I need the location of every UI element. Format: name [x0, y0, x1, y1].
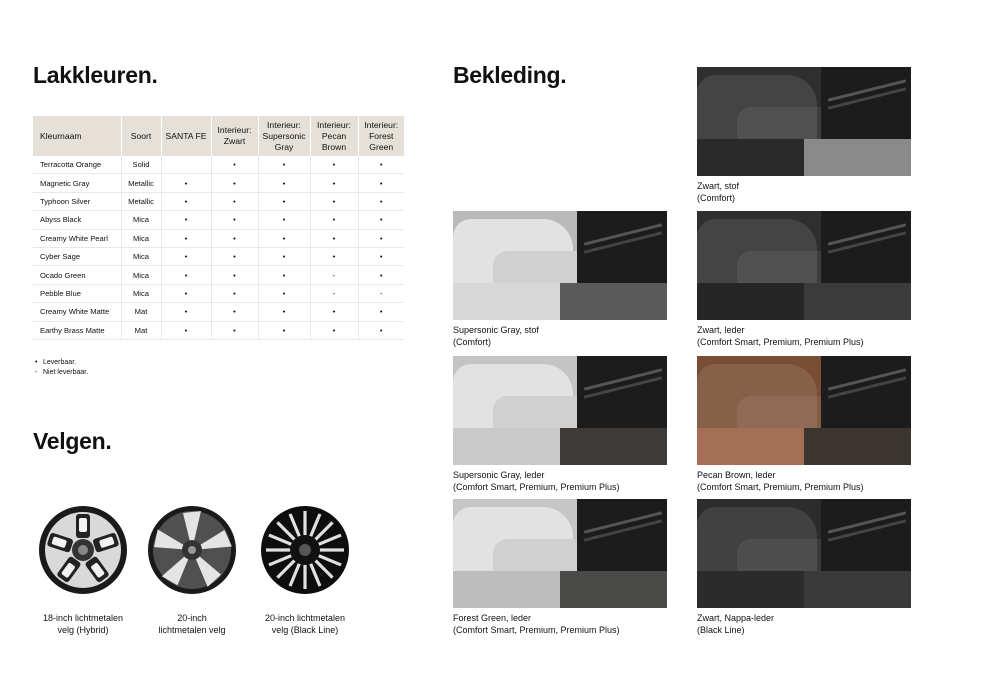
- color-name-cell: Creamy White Pearl: [33, 229, 121, 247]
- availability-cell: •: [161, 266, 211, 284]
- finish-type-cell: Mat: [121, 321, 161, 339]
- availability-cell: [161, 156, 211, 174]
- availability-cell: •: [358, 229, 404, 247]
- availability-cell: -: [358, 284, 404, 302]
- wheels-title: Velgen.: [33, 428, 112, 454]
- dashboard-shape: [577, 211, 667, 283]
- availability-cell: •: [358, 321, 404, 339]
- material-swatch: [697, 571, 804, 608]
- availability-cell: •: [258, 229, 310, 247]
- upholstery-pecan-brown-leder: [697, 356, 911, 493]
- table-header-row: [33, 116, 404, 156]
- material-swatch: [697, 139, 804, 176]
- material-swatches: [697, 571, 911, 608]
- table-row: [33, 156, 404, 174]
- availability-cell: •: [161, 174, 211, 192]
- material-swatch: [697, 428, 804, 465]
- color-name-cell: Earthy Brass Matte: [33, 321, 121, 339]
- availability-cell: •: [358, 174, 404, 192]
- upholstery-caption: Supersonic Gray, leder (Comfort Smart, Premium, Premium Plus): [453, 470, 620, 492]
- legend-symbol: -: [35, 368, 38, 376]
- material-swatch: [560, 571, 667, 608]
- interior-photo: [453, 356, 667, 428]
- table-row: [33, 303, 404, 321]
- material-swatch: [560, 283, 667, 320]
- table-row: [33, 174, 404, 192]
- dashboard-shape: [577, 356, 667, 428]
- availability-cell: •: [258, 266, 310, 284]
- upholstery-caption: Forest Green, leder (Comfort Smart, Premium, Premium Plus): [453, 613, 620, 635]
- availability-cell: -: [310, 284, 358, 302]
- table-row: [33, 247, 404, 265]
- table-row: [33, 192, 404, 210]
- color-name-cell: Typhoon Silver: [33, 192, 121, 210]
- upholstery-forest-green-leder: [453, 499, 667, 636]
- dashboard-shape: [821, 67, 911, 139]
- interior-photo: [697, 211, 911, 283]
- color-name-cell: Abyss Black: [33, 211, 121, 229]
- finish-type-cell: Mat: [121, 303, 161, 321]
- finish-type-cell: Mica: [121, 266, 161, 284]
- table-row: [33, 229, 404, 247]
- availability-cell: •: [258, 247, 310, 265]
- legend-text: Niet leverbaar.: [43, 368, 89, 376]
- availability-cell: •: [358, 192, 404, 210]
- header-interieur-supersonic-gray: Interieur: Supersonic Gray: [258, 116, 310, 156]
- color-name-cell: Ocado Green: [33, 266, 121, 284]
- availability-cell: •: [161, 247, 211, 265]
- dashboard-shape: [821, 211, 911, 283]
- material-swatches: [453, 428, 667, 465]
- table-row: [33, 211, 404, 229]
- availability-cell: •: [211, 174, 258, 192]
- availability-cell: •: [358, 303, 404, 321]
- availability-cell: •: [358, 266, 404, 284]
- legend-item: [35, 358, 88, 368]
- availability-cell: -: [310, 266, 358, 284]
- table-row: [33, 284, 404, 302]
- material-swatch: [453, 428, 560, 465]
- header-interieur-zwart: Interieur: Zwart: [211, 116, 258, 156]
- material-swatch: [804, 571, 911, 608]
- availability-cell: •: [211, 284, 258, 302]
- availability-cell: •: [211, 192, 258, 210]
- availability-cell: •: [310, 247, 358, 265]
- finish-type-cell: Mica: [121, 211, 161, 229]
- color-name-cell: Cyber Sage: [33, 247, 121, 265]
- finish-type-cell: Metallic: [121, 174, 161, 192]
- availability-cell: •: [358, 211, 404, 229]
- availability-cell: •: [358, 156, 404, 174]
- material-swatch: [453, 283, 560, 320]
- material-swatch: [804, 428, 911, 465]
- availability-cell: •: [310, 321, 358, 339]
- upholstery-title: Bekleding.: [453, 62, 567, 88]
- availability-cell: •: [310, 211, 358, 229]
- upholstery-zwart-nappa-leder: [697, 499, 911, 636]
- availability-cell: •: [211, 211, 258, 229]
- finish-type-cell: Solid: [121, 156, 161, 174]
- availability-cell: •: [161, 211, 211, 229]
- header-interieur-pecan-brown: Interieur: Pecan Brown: [310, 116, 358, 156]
- color-name-cell: Pebble Blue: [33, 284, 121, 302]
- availability-cell: •: [258, 284, 310, 302]
- availability-cell: •: [258, 303, 310, 321]
- upholstery-caption: Zwart, stof (Comfort): [697, 181, 740, 203]
- wheel-18-inch-hybrid-image: [38, 505, 128, 595]
- availability-cell: •: [211, 303, 258, 321]
- wheel-label: 18-inch lichtmetalen velg (Hybrid): [42, 613, 124, 635]
- interior-photo: [697, 356, 911, 428]
- availability-cell: •: [161, 303, 211, 321]
- dashboard-shape: [821, 356, 911, 428]
- header-kleurnaam: Kleurnaam: [33, 116, 121, 156]
- availability-cell: •: [310, 174, 358, 192]
- upholstery-zwart-stof: [697, 67, 911, 204]
- material-swatch: [697, 283, 804, 320]
- finish-type-cell: Mica: [121, 229, 161, 247]
- material-swatches: [697, 428, 911, 465]
- availability-cell: •: [258, 156, 310, 174]
- material-swatch: [804, 139, 911, 176]
- finish-type-cell: Mica: [121, 284, 161, 302]
- header-interieur-forest-green: Interieur: Forest Green: [358, 116, 404, 156]
- availability-cell: •: [161, 192, 211, 210]
- legend-symbol: •: [35, 359, 38, 366]
- availability-cell: •: [258, 192, 310, 210]
- header-soort: Soort: [121, 116, 161, 156]
- upholstery-caption: Zwart, leder (Comfort Smart, Premium, Premium Plus): [697, 325, 864, 347]
- finish-type-cell: Metallic: [121, 192, 161, 210]
- paint-colors-table: [33, 116, 404, 340]
- upholstery-caption: Zwart, Nappa-leder (Black Line): [697, 613, 775, 635]
- availability-cell: •: [310, 303, 358, 321]
- availability-cell: •: [258, 174, 310, 192]
- table-row: [33, 266, 404, 284]
- color-name-cell: Creamy White Matte: [33, 303, 121, 321]
- material-swatch: [804, 283, 911, 320]
- wheel-20-inch-black-line-image: [260, 505, 350, 595]
- material-swatch: [560, 428, 667, 465]
- wheel-label: 20-inch lichtmetalen velg: [158, 613, 226, 635]
- colors-title: Lakkleuren.: [33, 62, 158, 88]
- availability-cell: •: [310, 229, 358, 247]
- interior-photo: [453, 499, 667, 571]
- availability-legend: [35, 358, 88, 377]
- availability-cell: •: [258, 211, 310, 229]
- interior-photo: [453, 211, 667, 283]
- availability-cell: •: [161, 229, 211, 247]
- upholstery-supersonic-gray-leder: [453, 356, 667, 493]
- upholstery-caption: Supersonic Gray, stof (Comfort): [453, 325, 539, 347]
- legend-item: [35, 368, 88, 378]
- upholstery-caption: Pecan Brown, leder (Comfort Smart, Premium, Premium Plus): [697, 470, 864, 492]
- dashboard-shape: [577, 499, 667, 571]
- availability-cell: •: [310, 192, 358, 210]
- material-swatches: [697, 139, 911, 176]
- material-swatches: [453, 571, 667, 608]
- availability-cell: •: [161, 284, 211, 302]
- color-name-cell: Terracotta Orange: [33, 156, 121, 174]
- upholstery-supersonic-gray-stof: [453, 211, 667, 348]
- availability-cell: •: [358, 247, 404, 265]
- availability-cell: •: [211, 247, 258, 265]
- wheel-label: 20-inch lichtmetalen velg (Black Line): [264, 613, 346, 635]
- availability-cell: •: [211, 156, 258, 174]
- material-swatch: [453, 571, 560, 608]
- interior-photo: [697, 67, 911, 139]
- availability-cell: •: [258, 321, 310, 339]
- availability-cell: •: [310, 156, 358, 174]
- interior-photo: [697, 499, 911, 571]
- availability-cell: •: [161, 321, 211, 339]
- legend-text: Leverbaar.: [43, 359, 77, 366]
- wheel-20-inch-image: [147, 505, 237, 595]
- header-santa-fe: SANTA FE: [161, 116, 211, 156]
- dashboard-shape: [821, 499, 911, 571]
- availability-cell: •: [211, 229, 258, 247]
- availability-cell: •: [211, 321, 258, 339]
- table-row: [33, 321, 404, 339]
- availability-cell: •: [211, 266, 258, 284]
- material-swatches: [697, 283, 911, 320]
- color-name-cell: Magnetic Gray: [33, 174, 121, 192]
- upholstery-zwart-leder: [697, 211, 911, 348]
- finish-type-cell: Mica: [121, 247, 161, 265]
- material-swatches: [453, 283, 667, 320]
